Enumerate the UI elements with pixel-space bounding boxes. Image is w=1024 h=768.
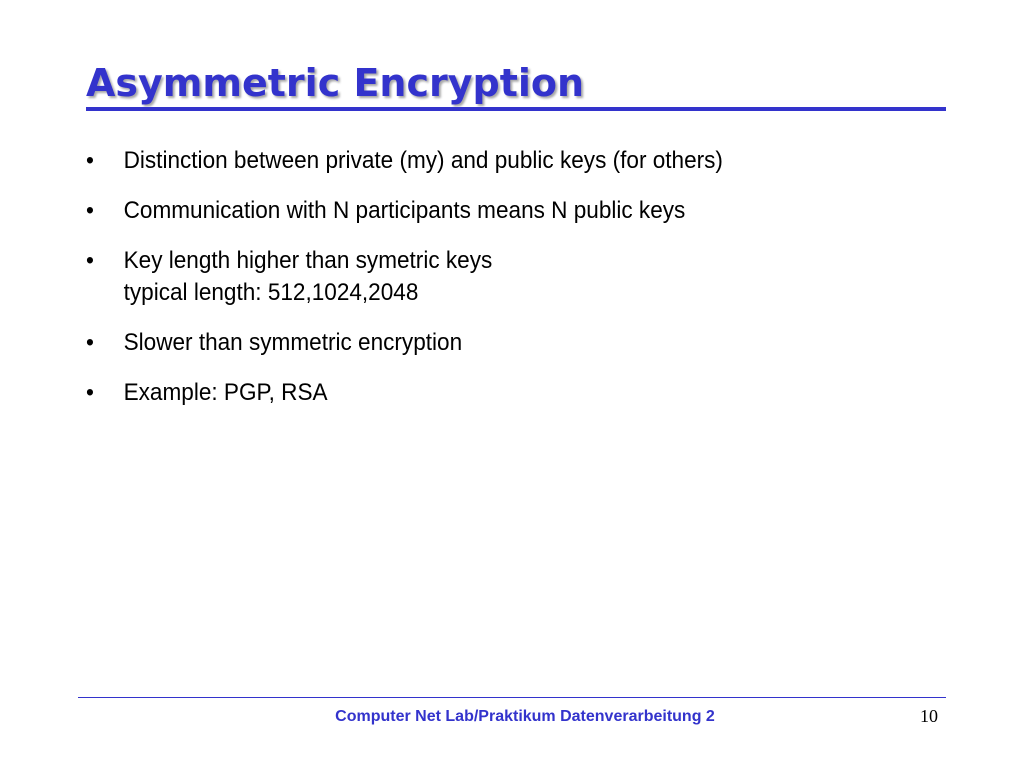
bullet-text: Communication with N participants means N public keys: [123, 197, 686, 224]
bullet-icon: •: [86, 147, 94, 174]
footer-text: Computer Net Lab/Praktikum Datenverarbeitung 2: [335, 708, 715, 725]
bullet-subtext: typical length: 512,1024,2048: [123, 279, 419, 306]
bullet-list: [86, 143, 966, 425]
bullet-icon: •: [86, 247, 94, 274]
footer-divider: [78, 697, 946, 698]
bullet-text: Slower than symmetric encryption: [123, 329, 463, 356]
slide-title: Asymmetric Encryption: [86, 61, 585, 105]
bullet-icon: •: [86, 379, 94, 406]
bullet-item: [86, 143, 913, 179]
bullet-item: [86, 193, 913, 229]
bullet-item: [86, 243, 913, 311]
bullet-text: Distinction between private (my) and public keys (for others): [123, 147, 723, 174]
bullet-icon: •: [86, 329, 94, 356]
bullet-text: Example: PGP, RSA: [123, 379, 328, 406]
title-underline: [86, 107, 946, 111]
bullet-item: [86, 325, 913, 361]
bullet-text: Key length higher than symetric keys: [123, 247, 493, 274]
page-number: 10: [920, 706, 938, 726]
bullet-icon: •: [86, 197, 94, 224]
bullet-item: [86, 375, 913, 411]
